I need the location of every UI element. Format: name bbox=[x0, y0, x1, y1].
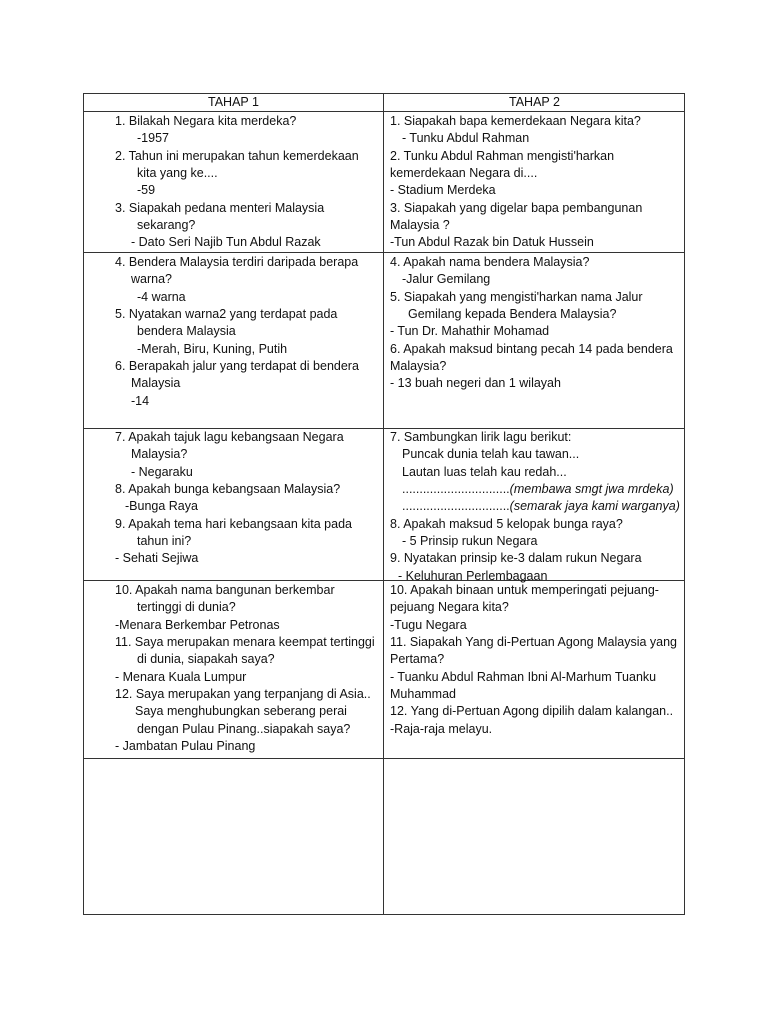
answer-12: - Jambatan Pulau Pinang bbox=[115, 739, 256, 753]
question-7: 7. Apakah tajuk lagu kebangsaan Negara bbox=[115, 430, 344, 444]
row4-tahap-1 bbox=[84, 581, 384, 759]
question-6-cont: Malaysia? bbox=[390, 359, 447, 373]
question-12: 12. Yang di-Pertuan Agong dipilih dalam kalangan.. bbox=[390, 704, 674, 718]
question-4: 4. Bendera Malaysia terdiri daripada berapa bbox=[115, 255, 359, 269]
question-8: 8. Apakah maksud 5 kelopak bunga raya? bbox=[390, 517, 623, 531]
answer-12: -Raja-raja melayu. bbox=[390, 722, 493, 736]
answer-10: -Menara Berkembar Petronas bbox=[115, 618, 280, 632]
answer-3: - Dato Seri Najib Tun Abdul Razak bbox=[131, 235, 321, 249]
lyric-blank-2 bbox=[402, 498, 680, 515]
question-7-cont: Malaysia? bbox=[131, 447, 188, 461]
question-3-cont: sekarang? bbox=[137, 218, 196, 232]
question-3: 3. Siapakah pedana menteri Malaysia bbox=[115, 201, 325, 215]
question-5: 5. Nyatakan warna2 yang terdapat pada bbox=[115, 307, 338, 321]
question-12: 12. Saya merupakan yang terpanjang di Asia.. bbox=[115, 687, 371, 701]
row2-tahap-1 bbox=[84, 253, 384, 429]
answer-2: - Stadium Merdeka bbox=[390, 183, 496, 197]
question-2-cont: kita yang ke.... bbox=[137, 166, 218, 180]
row1-tahap-1 bbox=[84, 112, 384, 253]
question-11-cont: Pertama? bbox=[390, 652, 445, 666]
answer-7: - Negaraku bbox=[131, 465, 193, 479]
question-10: 10. Apakah nama bangunan berkembar bbox=[115, 583, 335, 597]
row1-tahap-2 bbox=[384, 112, 685, 253]
answer-4: -4 warna bbox=[137, 290, 186, 304]
answer-1: -1957 bbox=[137, 131, 169, 145]
lyric-blank-dots: ............................... bbox=[402, 482, 510, 496]
answer-3: -Tun Abdul Razak bin Datuk Hussein bbox=[390, 235, 594, 249]
lyric-blank-dots: ............................... bbox=[402, 499, 510, 513]
question-4: 4. Apakah nama bendera Malaysia? bbox=[390, 255, 590, 269]
question-9-cont: tahun ini? bbox=[137, 534, 192, 548]
question-12-cont-1: Saya menghubungkan seberang perai bbox=[135, 704, 347, 718]
question-10: 10. Apakah binaan untuk memperingati pejuang- bbox=[390, 583, 659, 597]
question-11-cont: di dunia, siapakah saya? bbox=[137, 652, 275, 666]
question-2: 2. Tunku Abdul Rahman mengisti'harkan bbox=[390, 149, 615, 163]
question-11: 11. Siapakah Yang di-Pertuan Agong Malaysia yang bbox=[390, 635, 678, 649]
answer-5: - Tun Dr. Mahathir Mohamad bbox=[390, 324, 550, 338]
question-3-cont: Malaysia ? bbox=[390, 218, 450, 232]
question-5: 5. Siapakah yang mengisti'harkan nama Jalur bbox=[390, 290, 643, 304]
row3-tahap-2 bbox=[384, 429, 685, 581]
question-5-cont: Gemilang kepada Bendera Malaysia? bbox=[408, 307, 617, 321]
question-11: 11. Saya merupakan menara keempat tertinggi bbox=[115, 635, 375, 649]
question-10-cont: pejuang Negara kita? bbox=[390, 600, 509, 614]
question-1: 1. Siapakah bapa kemerdekaan Negara kita? bbox=[390, 114, 641, 128]
question-1: 1. Bilakah Negara kita merdeka? bbox=[115, 114, 297, 128]
answer-9: - Keluhuran Perlembagaan bbox=[398, 569, 548, 583]
question-2-cont: kemerdekaan Negara di.... bbox=[390, 166, 538, 180]
empty-cell-left bbox=[84, 759, 384, 915]
question-2: 2. Tahun ini merupakan tahun kemerdekaan bbox=[115, 149, 359, 163]
question-4-cont: warna? bbox=[131, 272, 172, 286]
question-10-cont: tertinggi di dunia? bbox=[137, 600, 236, 614]
answer-9: - Sehati Sejiwa bbox=[115, 551, 199, 565]
question-6: 6. Berapakah jalur yang terdapat di bendera bbox=[115, 359, 359, 373]
lyric-line-2: Lautan luas telah kau redah... bbox=[402, 465, 567, 479]
answer-2: -59 bbox=[137, 183, 156, 197]
answer-6: - 13 buah negeri dan 1 wilayah bbox=[390, 376, 561, 390]
question-5-cont: bendera Malaysia bbox=[137, 324, 236, 338]
answer-8: - 5 Prinsip rukun Negara bbox=[402, 534, 538, 548]
quiz-table bbox=[83, 93, 685, 915]
answer-11: - Tuanku Abdul Rahman Ibni Al-Marhum Tuanku bbox=[390, 670, 657, 684]
lyric-line-1: Puncak dunia telah kau tawan... bbox=[402, 447, 580, 461]
question-3: 3. Siapakah yang digelar bapa pembangunan bbox=[390, 201, 643, 215]
row4-tahap-2 bbox=[384, 581, 685, 759]
question-6-cont: Malaysia bbox=[131, 376, 181, 390]
answer-4: -Jalur Gemilang bbox=[402, 272, 491, 286]
answer-11: - Menara Kuala Lumpur bbox=[115, 670, 247, 684]
header-tahap-2: TAHAP 2 bbox=[384, 94, 685, 112]
empty-cell-right bbox=[384, 759, 685, 915]
header-tahap-1: TAHAP 1 bbox=[84, 94, 384, 112]
answer-5: -Merah, Biru, Kuning, Putih bbox=[137, 342, 288, 356]
answer-11-cont: Muhammad bbox=[390, 687, 456, 701]
row3-tahap-1 bbox=[84, 429, 384, 581]
question-12-cont-2: dengan Pulau Pinang..siapakah saya? bbox=[137, 722, 351, 736]
question-6: 6. Apakah maksud bintang pecah 14 pada bendera bbox=[390, 342, 673, 356]
answer-1: - Tunku Abdul Rahman bbox=[402, 131, 530, 145]
question-7: 7. Sambungkan lirik lagu berikut: bbox=[390, 430, 572, 444]
answer-8: -Bunga Raya bbox=[125, 499, 198, 513]
lyric-blank-2-answer: (semarak jaya kami warganya) bbox=[509, 499, 680, 513]
row2-tahap-2 bbox=[384, 253, 685, 429]
question-9: 9. Apakah tema hari kebangsaan kita pada bbox=[115, 517, 352, 531]
question-9: 9. Nyatakan prinsip ke-3 dalam rukun Negara bbox=[390, 551, 642, 565]
answer-10: -Tugu Negara bbox=[390, 618, 467, 632]
lyric-blank-1-answer: (membawa smgt jwa mrdeka) bbox=[509, 482, 674, 496]
lyric-blank-1 bbox=[402, 481, 674, 498]
question-8: 8. Apakah bunga kebangsaan Malaysia? bbox=[115, 482, 341, 496]
answer-6: -14 bbox=[131, 394, 150, 408]
